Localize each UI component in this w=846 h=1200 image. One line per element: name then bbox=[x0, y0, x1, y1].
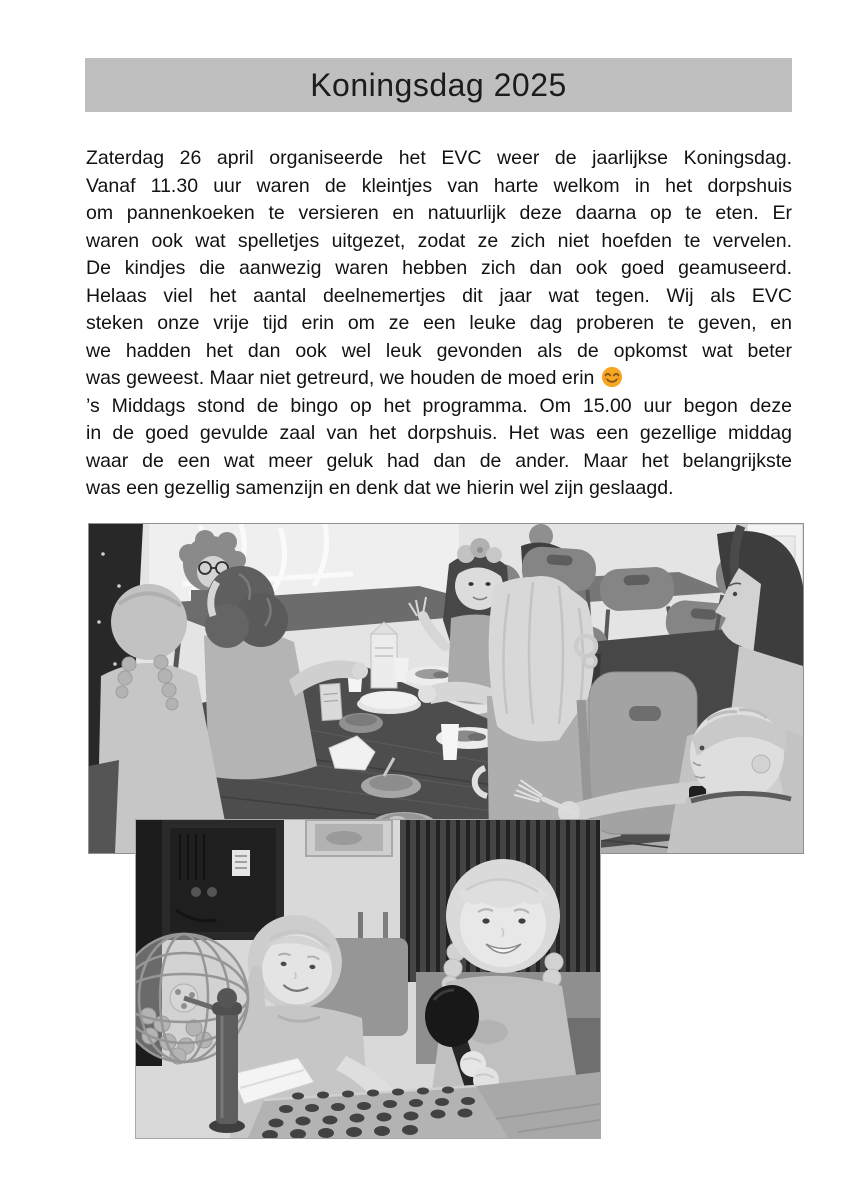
picture-frame bbox=[306, 820, 392, 856]
photo1-illustration bbox=[89, 524, 803, 853]
page-title: Koningsdag 2025 bbox=[310, 66, 567, 103]
paragraph-line-text: was een gezellig samenzijn en denk dat we hierin wel zijn geslaagd. bbox=[86, 477, 674, 499]
paragraph-line: waren ook wat spelletjes uitgezet, zodat ze zich niet hoefden te vervelen. bbox=[86, 229, 792, 252]
machine bbox=[162, 820, 284, 940]
paragraph-line: ’s Middags stond de bingo op het programma. Om 15.00 uur begon deze bbox=[86, 394, 792, 417]
photo2-illustration bbox=[136, 820, 600, 1138]
article-text bbox=[86, 145, 792, 503]
smiling-face-emoji-icon bbox=[601, 366, 623, 388]
milk-carton bbox=[371, 622, 397, 688]
title-banner bbox=[85, 58, 792, 112]
paragraph-line: in de goed gevulde zaal van het dorpshuis. Het was een gezellige middag bbox=[86, 422, 792, 444]
photo-children-pancake-table bbox=[88, 523, 804, 854]
paragraph-line: Zaterdag 26 april organiseerde het EVC weer de jaarlijkse Koningsdag. bbox=[86, 147, 792, 169]
photo-girls-bingo-machine bbox=[135, 819, 601, 1139]
paragraph-line: Helaas viel het aantal deelnemertjes dit jaar wat tegen. Wij als EVC bbox=[86, 284, 792, 307]
paragraph-line: waar de een wat meer geluk had dan de ander. Maar het belangrijkste bbox=[86, 449, 792, 472]
paragraph-line: we hadden het dan ook wel leuk gevonden als de opkomst wat beter bbox=[86, 339, 792, 362]
paragraph-line bbox=[86, 475, 792, 503]
paragraph-line: steken onze vrije tijd erin om ze een leuke dag proberen te geven, en bbox=[86, 312, 792, 334]
paragraph-line: Vanaf 11.30 uur waren de kleintjes van harte welkom in het dorpshuis bbox=[86, 174, 792, 197]
paragraph-line: om pannenkoeken te versieren en natuurlijk deze daarna op te eten. Er bbox=[86, 202, 792, 224]
paragraph-line-text: was geweest. Maar niet getreurd, we houden de moed erin bbox=[86, 367, 595, 389]
paragraph-line: De kindjes die aanwezig waren hebben zich dan ook goed geamuseerd. bbox=[86, 257, 792, 279]
paragraph-line bbox=[86, 365, 792, 393]
